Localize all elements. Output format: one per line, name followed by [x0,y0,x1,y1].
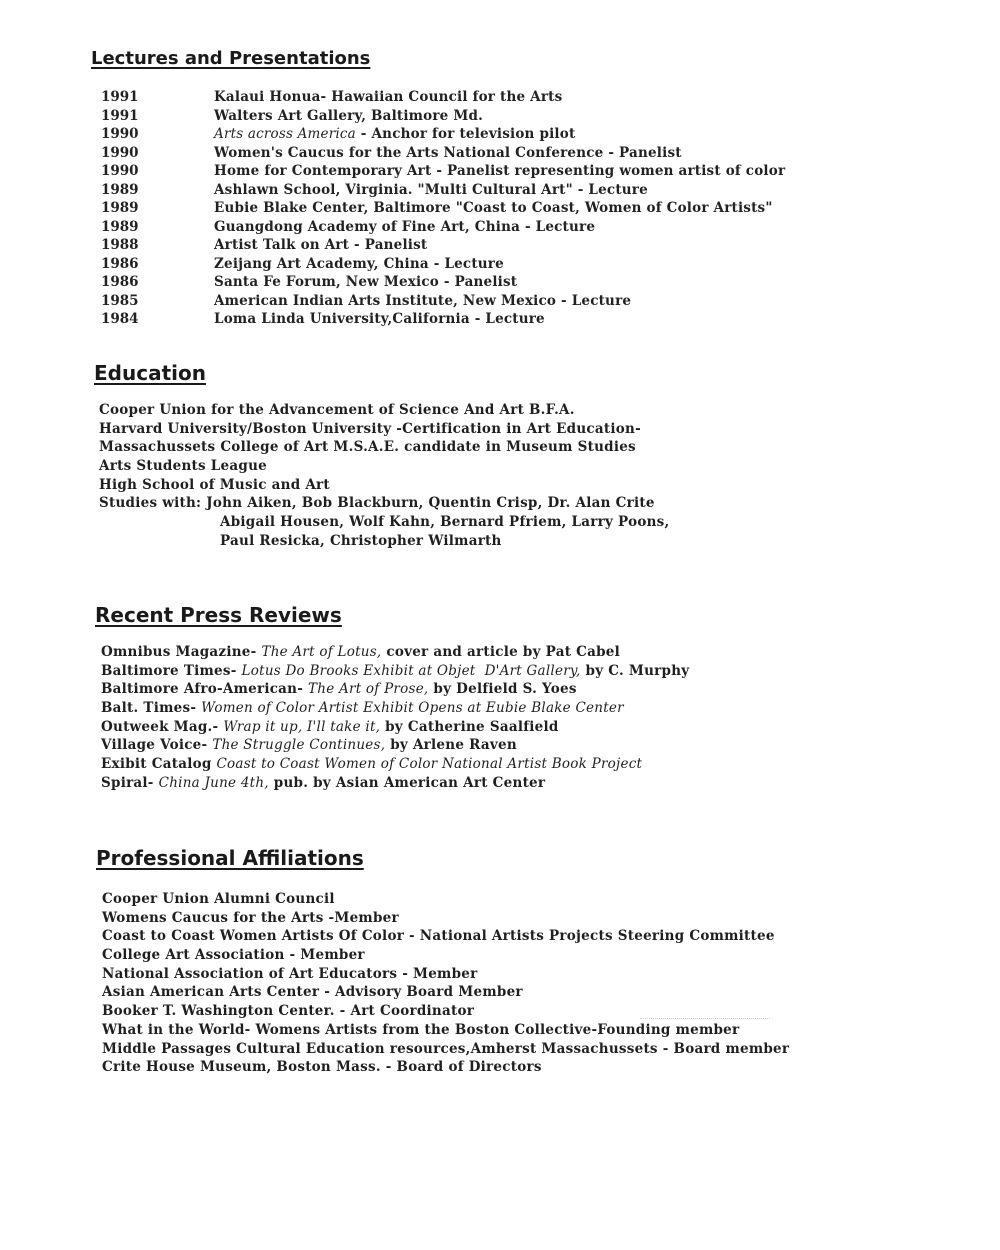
lecture-year: 1989 [101,200,139,216]
lecture-description [214,107,483,126]
lecture-description [214,88,562,107]
lecture-row [101,292,861,311]
affiliation-line: Crite House Museum, Boston Mass. - Board of Directors [102,1059,542,1076]
education-line: Harvard University/Boston University -Certification in Art Education- [99,420,641,437]
press-review [101,699,689,718]
affiliation-line: College Art Association - Member [102,947,365,964]
lecture-pre-text: Kalaui Honua- Hawaiian Council for the Arts [214,89,563,105]
lecture-description [214,292,631,311]
lecture-description [214,310,545,329]
press-post-text: by Catherine Saalfield [380,718,559,735]
press-post-text: by Delfield S. Yoes [428,681,577,698]
lecture-description [214,199,773,218]
lecture-post-text: - Anchor for television pilot [355,126,576,142]
lectures-heading: Lectures and Presentations [91,48,371,69]
scan-artifact [640,1018,770,1020]
lecture-pre-text: Women's Caucus for the Arts National Conference - Panelist [214,144,682,161]
lecture-description [214,255,504,274]
press-pre-text: Balt. Times- [101,700,202,717]
press-article-title: China June 4th, [158,774,269,791]
lecture-pre-text: Artist Talk on Art - Panelist [214,237,428,253]
press-review [101,662,689,681]
education-line: Paul Resicka, Christopher Wilmarth [220,532,502,549]
lecture-pre-text: Eubie Blake Center, Baltimore "Coast to Coast, Women of Color Artists" [214,200,773,216]
education-line: Cooper Union for the Advancement of Science And Art B.F.A. [99,402,575,418]
press-pre-text: Baltimore Times- [101,662,242,679]
lecture-year: 1990 [101,144,139,161]
press-pre-text: Baltimore Afro-American- [101,681,309,698]
education-heading: Education [94,361,206,385]
affiliation-line: Coast to Coast Women Artists Of Color - National Artists Projects Steering Committee [102,928,775,945]
affiliations-list [102,890,789,1077]
affiliation-line: Middle Passages Cultural Education resources,Amherst Massachussets - Board member [102,1040,790,1057]
lectures-list [101,88,861,329]
press-article-title: Coast to Coast Women of Color National Artist Book Project [216,756,643,773]
press-article-title: Lotus Do Brooks Exhibit at Objet D'Art Gallery, [241,662,581,679]
lecture-year: 1988 [101,237,139,253]
press-pre-text: Village Voice- [101,737,213,754]
education-line: High School of Music and Art [99,476,330,493]
affiliation-line: Cooper Union Alumni Council [102,891,335,907]
lecture-pre-text: Santa Fe Forum, New Mexico - Panelist [214,274,518,290]
lecture-year: 1991 [101,107,139,124]
lecture-row [101,218,861,237]
press-post-text: cover and article by Pat Cabel [381,644,621,660]
press-article-title: Wrap it up, I'll take it, [223,718,381,735]
lecture-year: 1989 [101,181,139,198]
lecture-row [101,181,861,200]
lecture-row [101,273,861,292]
lecture-description [214,162,785,181]
lecture-pre-text: Zeijang Art Academy, China - Lecture [214,255,504,272]
lecture-year: 1990 [101,126,139,142]
lecture-description [214,218,595,237]
lecture-year: 1986 [101,255,139,272]
lecture-year: 1986 [101,274,139,290]
lecture-row [101,125,861,144]
press-post-text: by C. Murphy [580,662,690,679]
press-article-title: Women of Color Artist Exhibit Opens at Eubie Blake Center [201,700,624,717]
press-pre-text: Outweek Mag.- [101,718,224,735]
lecture-year: 1990 [101,163,139,179]
affiliation-line: What in the World- Womens Artists from the Boston Collective-Founding member [102,1021,740,1038]
lecture-description [214,144,682,163]
lecture-pre-text: Ashlawn School, Virginia. "Multi Cultural Art" - Lecture [214,181,648,198]
affiliation-line: National Association of Art Educators - Member [102,965,478,982]
lecture-pre-text: Walters Art Gallery, Baltimore Md. [214,107,484,124]
lecture-row [101,107,861,126]
press-pre-text: Omnibus Magazine- [101,644,262,660]
lecture-row [101,144,861,163]
press-post-text: pub. by Asian American Art Center [268,774,546,791]
education-list [99,401,669,551]
lecture-pre-text: American Indian Arts Institute, New Mexico - Lecture [214,292,632,309]
affiliation-line: Booker T. Washington Center. - Art Coordinator [102,1003,475,1020]
press-review [101,755,689,774]
lecture-pre-text: Guangdong Academy of Fine Art, China - Lecture [214,218,596,235]
lecture-row [101,199,861,218]
lecture-description [214,273,517,292]
press-review [101,774,689,793]
press-list [101,643,689,793]
press-review [101,680,689,699]
press-article-title: The Art of Lotus, [261,644,382,660]
education-line: Massachussets College of Art M.S.A.E. candidate in Museum Studies [99,439,636,456]
affiliation-line: Womens Caucus for the Arts -Member [102,909,399,926]
press-review [101,643,689,662]
lecture-description [214,236,427,255]
press-pre-text: Spiral- [101,774,159,791]
lecture-row [101,88,861,107]
education-line: Studies with: John Aiken, Bob Blackburn, Quentin Crisp, Dr. Alan Crite [99,495,655,512]
lecture-description [214,125,575,144]
lecture-year: 1984 [101,311,139,327]
press-review [101,718,689,737]
lecture-year: 1985 [101,292,139,309]
lecture-description [214,181,648,200]
lecture-ital-text: Arts across America [214,126,356,142]
press-review [101,736,689,755]
lecture-row [101,255,861,274]
press-pre-text: Exibit Catalog [101,756,217,773]
education-line: Abigail Housen, Wolf Kahn, Bernard Pfriem, Larry Poons, [220,514,670,531]
press-post-text: by Arlene Raven [385,737,517,754]
lecture-row [101,310,861,329]
lecture-row [101,162,861,181]
education-line: Arts Students League [99,458,267,475]
lecture-year: 1991 [101,89,139,105]
lecture-pre-text: Loma Linda University,California - Lecture [214,311,545,327]
affiliation-line: Asian American Arts Center - Advisory Board Member [102,984,523,1001]
press-article-title: The Struggle Continues, [212,737,386,754]
lecture-year: 1989 [101,218,139,235]
press-heading: Recent Press Reviews [95,603,342,627]
lecture-row [101,236,861,255]
lecture-pre-text: Home for Contemporary Art - Panelist representing women artist of color [214,163,786,179]
affiliations-heading: Professional Affiliations [96,846,364,870]
press-article-title: The Art of Prose, [308,681,429,698]
